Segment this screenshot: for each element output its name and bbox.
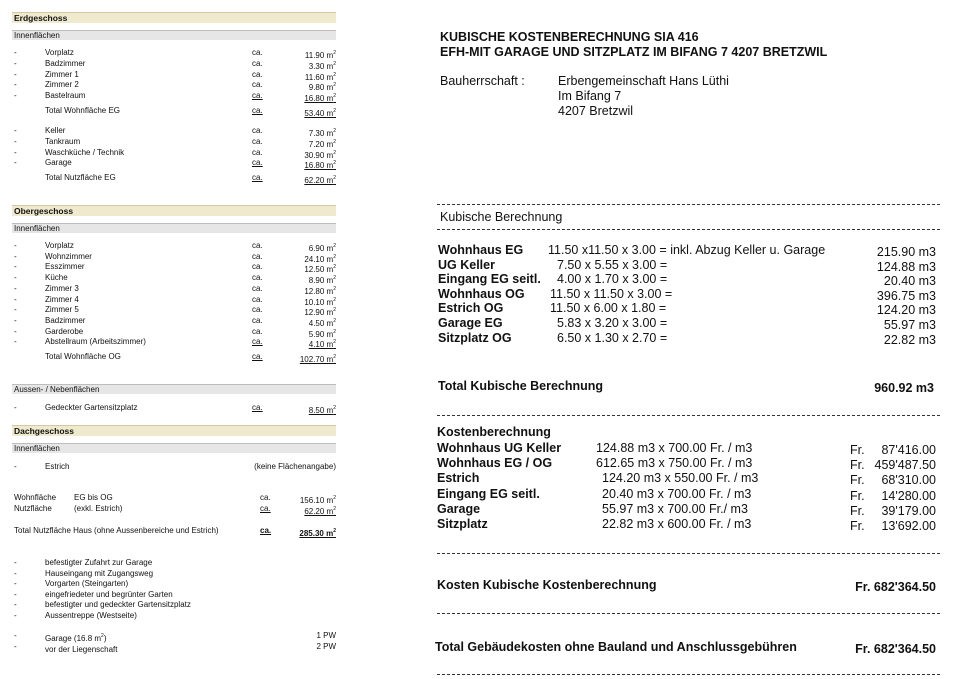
- eg-nutz-row: [12, 148, 336, 158]
- divider: [437, 553, 940, 554]
- row-value-number: 30.90 m: [304, 150, 334, 160]
- row-name: Total Nutzfläche EG: [45, 173, 116, 182]
- row-value-number: 12.80 m: [304, 286, 334, 296]
- row-ca: ca.: [252, 58, 263, 68]
- row-dash: -: [14, 579, 17, 589]
- summary-total-label: Total Nutzfläche Haus (ohne Aussenbereiche und Estrich): [14, 526, 219, 535]
- row-value-number: 62.20 m: [304, 176, 334, 185]
- eg-room-row: [12, 48, 336, 58]
- eg-room-row: [12, 91, 336, 104]
- summary-ca: ca.: [260, 504, 271, 513]
- kost-row-calc: 124.88 m3 x 700.00 Fr. / m3: [596, 441, 753, 455]
- og-room-row: [12, 337, 336, 350]
- row-value-unit: 2: [333, 50, 336, 56]
- kub-row-label: Garage EG: [438, 316, 503, 330]
- row-value-number: 12.50 m: [304, 265, 334, 275]
- og-room-row: [12, 241, 336, 251]
- kosten-label: Kosten Kubische Kostenberechnung: [437, 578, 657, 592]
- doc-title-1: KUBISCHE KOSTENBERECHNUNG SIA 416: [440, 30, 699, 44]
- parking-value: 2 PW: [316, 642, 336, 651]
- kub-total-label: Total Kubische Berechnung: [438, 379, 604, 393]
- section-erdgeschoss: Erdgeschoss: [12, 12, 336, 23]
- row-name: Gedeckter Gartensitzplatz: [45, 403, 138, 412]
- row-value: [304, 158, 336, 171]
- summary-label: Wohnfläche: [14, 493, 57, 502]
- summary-value-unit: 2: [333, 506, 336, 512]
- doc-title-2: EFH-MIT GARAGE UND SITZPLATZ IM BIFANG 7 4207 BRETZWIL: [440, 45, 828, 59]
- row-value-number: 5.90 m: [308, 329, 334, 339]
- feature-text: Hauseingang mit Zugangsweg: [45, 568, 154, 578]
- row-ca: ca.: [252, 147, 263, 157]
- og-room-row: [12, 284, 336, 294]
- kub-row-value: 124.20 m3: [876, 303, 936, 318]
- row-dash: -: [14, 462, 17, 471]
- feature-text: Vorgarten (Steingarten): [45, 579, 129, 589]
- row-value-number: 4.10 m: [308, 340, 334, 350]
- row-name: Keller: [45, 126, 66, 135]
- kost-row-value: 87'416.00: [881, 443, 936, 457]
- row-value-unit: 2: [333, 71, 336, 78]
- row-ca: ca.: [252, 294, 263, 304]
- row-value-unit: 2: [333, 307, 336, 314]
- kost-row-value: 459'487.50: [874, 458, 936, 473]
- kub-row-value: 22.82 m3: [883, 332, 936, 347]
- parking-name-end: ): [103, 634, 107, 643]
- row-dash: -: [14, 589, 17, 599]
- row-dash: -: [14, 147, 17, 157]
- kub-row-calc: 11.50 x11.50 x 3.00 = inkl. Abzug Keller u. Garage: [548, 243, 826, 257]
- row-dash: -: [14, 600, 17, 610]
- section-dachgeschoss: Dachgeschoss: [12, 425, 336, 436]
- row-dash: -: [14, 568, 17, 578]
- row-value-unit: 2: [333, 138, 336, 145]
- kost-row-label: Eingang EG seitl.: [437, 486, 540, 501]
- row-name: Total Wohnfläche OG: [45, 352, 121, 361]
- kub-total-value: 960.92 m3: [874, 381, 934, 395]
- row-value-number: 16.80 m: [304, 94, 334, 104]
- og-room-row: [12, 295, 336, 305]
- divider: [437, 229, 940, 230]
- row-name: Zimmer 5: [45, 305, 79, 315]
- eg-nutz-row: [12, 126, 336, 136]
- row-value-unit: 2: [333, 317, 336, 324]
- subsection-innenflaechen-og: Innenflächen: [12, 223, 336, 233]
- row-value: [304, 91, 336, 104]
- kub-row-calc: 6.50 x 1.30 x 2.70 =: [557, 330, 668, 345]
- og-room-row: [12, 273, 336, 286]
- divider: [437, 613, 940, 614]
- og-room-row: [12, 252, 336, 262]
- row-value-unit: 2: [333, 175, 336, 181]
- row-value-unit: 2: [333, 253, 336, 260]
- kub-row-label: UG Keller: [438, 257, 495, 272]
- row-value-number: 16.80 m: [304, 161, 334, 171]
- og-room-row: [12, 262, 336, 275]
- og-total-row: [12, 352, 336, 362]
- row-ca: ca.: [252, 173, 263, 182]
- row-value-number: 8.50 m: [308, 406, 334, 415]
- feature-text: eingefriedeter und begrünter Garten: [45, 589, 173, 599]
- kost-row-value: 14'280.00: [881, 488, 936, 503]
- row-ca: ca.: [252, 69, 263, 79]
- row-dash: -: [14, 273, 17, 283]
- kost-row-calc: 124.20 m3 x 550.00 Fr. / m3: [602, 471, 759, 486]
- kost-row-label: Wohnhaus EG / OG: [437, 456, 553, 471]
- bauherr-line-2: Im Bifang 7: [558, 89, 622, 103]
- row-dash: -: [14, 48, 17, 57]
- feature-item: [12, 600, 336, 610]
- row-name: Esszimmer: [45, 262, 85, 272]
- row-value-number: 24.10 m: [304, 254, 334, 264]
- eg-nutz-row: [12, 137, 336, 147]
- feature-item: [12, 611, 336, 621]
- kost-row-currency: Fr.: [850, 443, 865, 457]
- row-value-number: 4.50 m: [308, 318, 334, 328]
- kub-row-label: Wohnhaus OG: [438, 286, 525, 301]
- parking-name-unit: 2: [101, 633, 104, 639]
- row-name: Wohnzimmer: [45, 251, 92, 261]
- eg-room-row: [12, 59, 336, 69]
- row-ca: ca.: [252, 126, 263, 135]
- summary-ca: ca.: [260, 493, 271, 502]
- row-name: Vorplatz: [45, 241, 74, 250]
- row-ca: ca.: [252, 136, 263, 146]
- feature-text: Aussentreppe (Westseite): [45, 611, 137, 620]
- summary-total-number: 285.30 m: [299, 529, 334, 538]
- row-name: Tankraum: [45, 136, 81, 146]
- row-dash: -: [14, 126, 17, 135]
- row-dash: -: [14, 337, 17, 347]
- row-value-number: 7.30 m: [308, 129, 334, 138]
- row-value-unit: 2: [333, 128, 336, 134]
- row-dash: -: [14, 251, 17, 261]
- eg-room-row: [12, 80, 336, 93]
- row-ca: ca.: [252, 80, 263, 90]
- row-value: [309, 337, 336, 350]
- row-value-number: 6.90 m: [308, 244, 334, 253]
- row-dash: -: [14, 403, 17, 412]
- row-dash: -: [14, 80, 17, 90]
- parking-name-text: vor der Liegenschaft: [45, 645, 118, 654]
- kost-row-currency: Fr.: [850, 519, 865, 533]
- bauherr-line-1: Erbengemeinschaft Hans Lüthi: [558, 74, 729, 88]
- row-ca: ca.: [252, 241, 263, 250]
- kosten-value: Fr. 682'364.50: [855, 580, 936, 594]
- row-ca: ca.: [252, 262, 263, 272]
- kost-row-label: Sitzplatz: [437, 517, 488, 531]
- row-name: Estrich: [45, 462, 70, 471]
- feature-text: befestigter Zufahrt zur Garage: [45, 558, 153, 567]
- kost-row-value: 13'692.00: [881, 519, 936, 533]
- kost-row-currency: Fr.: [850, 488, 865, 503]
- row-dash: -: [14, 326, 17, 336]
- feature-item: [12, 558, 336, 568]
- row-dash: -: [14, 58, 17, 68]
- kub-row-value: 124.88 m3: [876, 259, 936, 274]
- summary-total-unit: 2: [333, 528, 336, 534]
- summary-label: Nutzfläche: [14, 504, 52, 513]
- summary-range: EG bis OG: [74, 493, 113, 502]
- row-ca: ca.: [252, 352, 263, 361]
- row-value: [309, 403, 336, 416]
- summary-total-value: [299, 526, 336, 539]
- row-value-unit: 2: [333, 108, 336, 114]
- row-value-number: 11.60 m: [304, 72, 334, 82]
- parking-row: [12, 631, 336, 641]
- kub-row-value: 215.90 m3: [876, 245, 936, 259]
- kost-row-calc: 20.40 m3 x 700.00 Fr. / m3: [602, 486, 752, 501]
- row-dash: -: [14, 69, 17, 79]
- row-value-unit: 2: [333, 160, 336, 167]
- divider: [437, 415, 940, 416]
- row-ca: ca.: [252, 305, 263, 315]
- row-name: Zimmer 1: [45, 69, 79, 79]
- row-dash: -: [14, 262, 17, 272]
- row-value-unit: 2: [333, 285, 336, 292]
- row-dash: -: [14, 283, 17, 293]
- eg-total-nutz-row: [12, 173, 336, 183]
- row-value-unit: 2: [333, 405, 336, 411]
- feature-item: [12, 579, 336, 589]
- row-ca: ca.: [252, 273, 263, 283]
- subsection-innenflaechen-dg: Innenflächen: [12, 443, 336, 453]
- row-value-number: 3.30 m: [308, 61, 334, 71]
- eg-room-row: [12, 70, 336, 80]
- row-value-unit: 2: [333, 93, 336, 100]
- row-dash: -: [14, 241, 17, 250]
- kub-heading: Kubische Berechnung: [440, 210, 563, 224]
- row-value-unit: 2: [333, 243, 336, 249]
- row-note: (keine Flächenangabe): [254, 462, 336, 471]
- row-value-unit: 2: [333, 296, 336, 303]
- row-name: Abstellraum (Arbeitszimmer): [45, 337, 146, 347]
- subsection-aussen-nebenflaechen: Aussen- / Nebenflächen: [12, 384, 336, 394]
- row-value: [300, 352, 336, 365]
- parking-name-text: Garage (16.8 m: [45, 634, 102, 643]
- row-ca: ca.: [252, 315, 263, 325]
- row-value-unit: 2: [333, 60, 336, 67]
- row-ca: ca.: [252, 106, 263, 115]
- eg-total-row: [12, 106, 336, 116]
- kost-row-label: Wohnhaus UG Keller: [437, 441, 562, 455]
- bauherr-label: Bauherrschaft :: [440, 74, 525, 88]
- kost-heading: Kostenberechnung: [437, 425, 551, 439]
- eg-nutz-row: [12, 158, 336, 171]
- row-name: Garage: [45, 158, 72, 168]
- kub-row-calc: 11.50 x 11.50 x 3.00 =: [550, 286, 673, 301]
- og-room-row: [12, 316, 336, 326]
- divider: [437, 674, 940, 675]
- kost-row-calc: 22.82 m3 x 600.00 Fr. / m3: [602, 517, 752, 531]
- row-value-number: 11.90 m: [304, 51, 334, 60]
- row-dash: -: [14, 558, 17, 567]
- kub-row-value: 20.40 m3: [883, 274, 936, 289]
- kost-row-label: Garage: [437, 501, 481, 516]
- row-dash: -: [14, 611, 17, 620]
- kost-row-calc: 612.65 m3 x 750.00 Fr. / m3: [596, 456, 753, 471]
- parking-value: 1 PW: [316, 631, 336, 640]
- kub-row-calc: 4.00 x 1.70 x 3.00 =: [557, 272, 668, 287]
- row-value-unit: 2: [333, 275, 336, 282]
- kub-row-value: 396.75 m3: [876, 288, 936, 303]
- summary-value-unit: 2: [333, 495, 336, 501]
- row-value-unit: 2: [333, 82, 336, 89]
- gesamt-label: Total Gebäudekosten ohne Bauland und Anschlussgebühren: [435, 640, 797, 654]
- kost-row-currency: Fr.: [850, 473, 865, 488]
- row-value-number: 9.80 m: [308, 83, 334, 93]
- parking-row: [12, 642, 336, 652]
- divider: [437, 204, 940, 205]
- summary-value: [304, 504, 336, 517]
- row-ca: ca.: [252, 403, 263, 412]
- feature-text: befestigter und gedeckter Gartensitzplatz: [45, 600, 191, 610]
- row-name: Vorplatz: [45, 48, 74, 57]
- row-dash: -: [14, 315, 17, 325]
- kost-row-currency: Fr.: [850, 458, 865, 473]
- bauherr-line-3: 4207 Bretzwil: [558, 104, 634, 118]
- row-dash: -: [14, 642, 17, 651]
- row-dash: -: [14, 294, 17, 304]
- kub-row-label: Estrich OG: [438, 301, 504, 316]
- aussen-sitzplatz-row: [12, 403, 336, 413]
- row-name: Bastelraum: [45, 91, 86, 101]
- row-dash: -: [14, 305, 17, 315]
- row-name: Zimmer 3: [45, 283, 79, 293]
- summary-value-number: 156.10 m: [299, 496, 334, 505]
- row-ca: ca.: [252, 48, 263, 57]
- kub-row-label: Eingang EG seitl.: [438, 272, 541, 287]
- kub-row-calc: 5.83 x 3.20 x 3.00 =: [557, 316, 668, 330]
- row-value-number: 10.10 m: [304, 297, 334, 307]
- row-dash: -: [14, 136, 17, 146]
- summary-row-nutz: [12, 504, 336, 514]
- row-name: Küche: [45, 273, 68, 283]
- feature-item: [12, 569, 336, 579]
- gesamt-value: Fr. 682'364.50: [855, 642, 936, 656]
- kost-row-value: 68'310.00: [881, 473, 936, 488]
- row-name: Zimmer 2: [45, 80, 79, 90]
- kub-row-calc: 7.50 x 5.55 x 3.00 =: [557, 257, 668, 272]
- row-ca: ca.: [252, 283, 263, 293]
- row-name: Badzimmer: [45, 58, 86, 68]
- summary-row-wohn: [12, 493, 336, 503]
- summary-range: (exkl. Estrich): [74, 504, 123, 513]
- kost-row-value: 39'179.00: [881, 503, 936, 518]
- row-name: Waschküche / Technik: [45, 147, 125, 157]
- row-ca: ca.: [252, 326, 263, 336]
- row-dash: -: [14, 91, 17, 101]
- row-value-unit: 2: [333, 328, 336, 335]
- parking-name: [45, 642, 118, 655]
- row-ca: ca.: [252, 158, 263, 168]
- row-value-number: 53.40 m: [304, 109, 334, 118]
- row-name: Garderobe: [45, 326, 84, 336]
- row-dash: -: [14, 631, 17, 640]
- row-value-unit: 2: [333, 339, 336, 346]
- row-value-number: 7.20 m: [308, 139, 334, 149]
- row-value-unit: 2: [333, 354, 336, 360]
- kub-row-calc: 11.50 x 6.00 x 1.80 =: [550, 301, 667, 316]
- dg-estrich-row: [12, 462, 336, 472]
- section-obergeschoss: Obergeschoss: [12, 205, 336, 216]
- row-dash: -: [14, 158, 17, 168]
- kost-row-currency: Fr.: [850, 503, 865, 518]
- kost-row-calc: 55.97 m3 x 700.00 Fr./ m3: [602, 501, 748, 516]
- kub-row-value: 55.97 m3: [883, 318, 936, 332]
- row-ca: ca.: [252, 251, 263, 261]
- subsection-innenflaechen-eg: Innenflächen: [12, 30, 336, 40]
- row-value: [304, 106, 336, 119]
- row-ca: ca.: [252, 91, 263, 101]
- row-value-number: 12.90 m: [304, 308, 334, 318]
- row-name: Zimmer 4: [45, 294, 79, 304]
- row-value-unit: 2: [333, 149, 336, 156]
- og-room-row: [12, 305, 336, 318]
- feature-item: [12, 590, 336, 600]
- summary-row-total: [12, 526, 336, 536]
- summary-total-ca: ca.: [260, 526, 272, 535]
- summary-value-number: 62.20 m: [304, 507, 334, 516]
- row-name: Badzimmer: [45, 315, 86, 325]
- og-room-row: [12, 327, 336, 337]
- row-value-number: 102.70 m: [299, 355, 334, 364]
- kub-row-label: Wohnhaus EG: [438, 243, 524, 257]
- row-value-unit: 2: [333, 264, 336, 271]
- kost-row-label: Estrich: [437, 471, 480, 486]
- row-name: Total Wohnfläche EG: [45, 106, 121, 115]
- row-value-number: 8.90 m: [308, 276, 334, 286]
- kub-row-label: Sitzplatz OG: [438, 330, 512, 345]
- row-ca: ca.: [252, 337, 263, 347]
- row-value: [304, 173, 336, 186]
